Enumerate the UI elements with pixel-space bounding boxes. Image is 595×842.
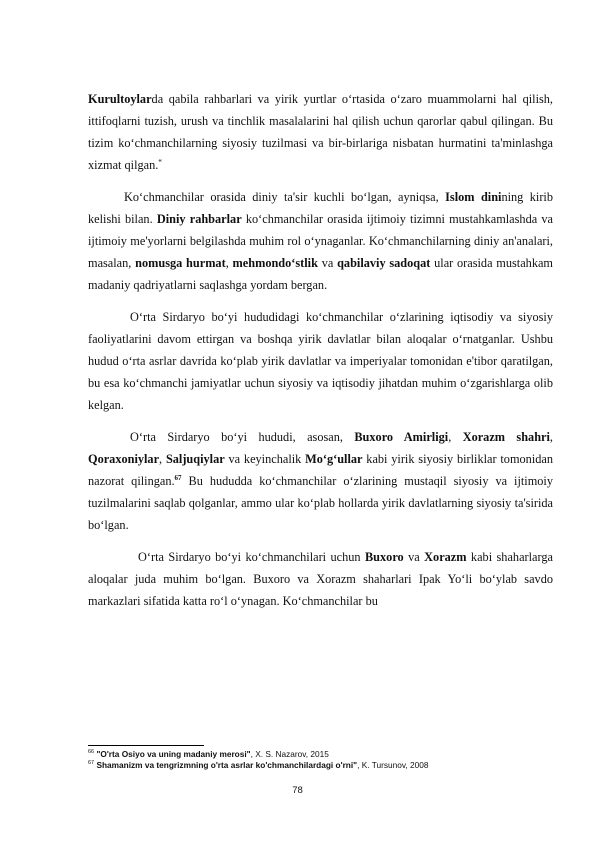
footnote-66: $^{66}$ "O'rta Osiyo va uning madaniy merosi", X. S. Nazarov, 2015 xyxy=(88,749,329,759)
page-body xyxy=(88,88,553,612)
footnote-separator xyxy=(88,745,204,746)
paragraph-3: O‘rta Sirdaryo bo‘yi hududidagi ko‘chmanchilar o‘zlarining iqtisodiy va siyosiy faoliyatlarini davom ettirgan va boshqa yirik davlatlar bilan aloqalar o‘rnatganlar. Ushbu hudud o‘rta asrlar davrida ko‘plab yirik davlatlar va imperiyalar tomonidan e'tibor qaratilgan, bu esa ko‘chmanchi jamiyatlar uchun siyosiy va iqtisodiy jihatdan muhim o‘zgarishlarga olib kelgan. xyxy=(88,310,553,412)
paragraph-1: Kurultoylarda qabila rahbarlari va yirik yurtlar o‘rtasida o‘zaro muammolarni hal qilish, ittifoqlarni tuzish, urush va tinchlik masalalarini hal qilish uchun qarorlar qabul qilingan. Bu tizim ko‘chmanchilarning siyosiy tuzilmasi va bir-birlariga nisbatan hurmatini ta'minlashga xizmat qilgan.“ xyxy=(88,92,553,172)
footnote-marker: 67 xyxy=(174,473,182,482)
bold-term: Kurultoylar xyxy=(88,92,152,106)
footnote-marker: “ xyxy=(158,157,162,166)
paragraph-2: Ko‘chmanchilar orasida diniy ta'sir kuchli bo‘lgan, ayniqsa, Islom dinining kirib kelishi bilan. Diniy rahbarlar ko‘chmanchilar orasida ijtimoiy tizimni mustahkamlashda va ijtimoiy me'yorlarni belgilashda muhim rol o‘ynaganlar. Ko‘chmanchilarning diniy an'analari, masalan, nomusga hurmat, mehmondo‘stlik va qabilaviy sadoqat ular orasida mustahkam madaniy qadriyatlarni saqlashga yordam bergan. xyxy=(88,190,553,292)
paragraph-4: O‘rta Sirdaryo bo‘yi hududi, asosan, Buxoro Amirligi, Xorazm shahri, Qoraxoniylar, Saljuqiylar va keyinchalik Mo‘g‘ullar kabi yirik siyosiy birliklar tomonidan nazorat qilingan.$^{67}$ Bu hududda ko‘chmanchilar o‘zlarining mustaqil siyosiy va ijtimoiy tuzilmalarini saqlab qolganlar, ammo ular ko‘plab hollarda yirik davlatlarning siyosiy ta'sirida bo‘lgan. xyxy=(88,430,553,532)
paragraph-5: O‘rta Sirdaryo bo‘yi ko‘chmanchilari uchun Buxoro va Xorazm kabi shaharlarga aloqalar juda muhim bo‘lgan. Buxoro va Xorazm shaharlari Ipak Yo‘li bo‘ylab savdo markazlari sifatida katta ro‘l o‘ynagan. Ko‘chmanchilar bu xyxy=(88,550,553,608)
footnote-67: $^{67}$ Shamanizm va tengrizmning o'rta asrlar ko'chmanchilardagi o'rni", K. Tursunov, 2008 xyxy=(88,760,429,770)
page-number: 78 xyxy=(292,785,303,796)
